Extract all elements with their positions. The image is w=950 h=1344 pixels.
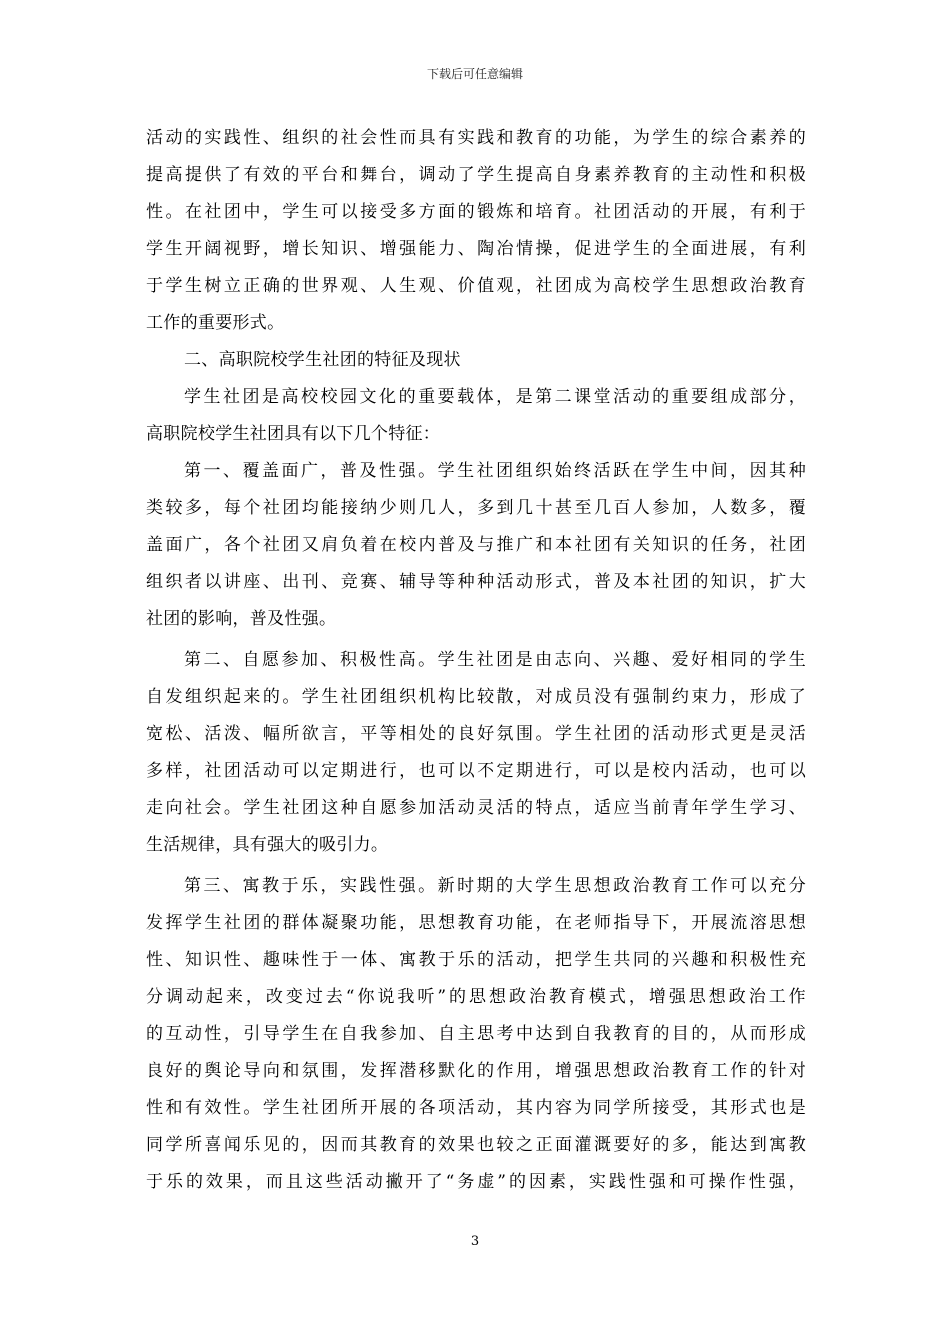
paragraph [146,453,806,638]
text-line: 第三、寓教于乐，实践性强。新时期的大学生思想政治教育工作可以充分 [184,876,806,896]
text-line: 同学所喜闻乐见的，因而其教育的效果也较之正面灌溉要好的多，能达到寓教 [146,1135,806,1155]
text-line: 第一、覆盖面广，普及性强。学生社团组织始终活跃在学生中间，因其种 [184,461,806,481]
text-line: 性。在社团中，学生可以接受多方面的锻炼和培育。社团活动的开展，有利于 [146,202,806,222]
text-line: 于学生树立正确的世界观、人生观、价值观，社团成为高校学生思想政治教育 [146,276,806,296]
text-line: 自发组织起来的。学生社团组织机构比较散，对成员没有强制约束力，形成了 [146,687,806,707]
text-line: 于乐的效果，而且这些活动撇开了“务虚”的因素，实践性强和可操作性强， [146,1172,806,1192]
text-line: 性、知识性、趣味性于一体、寓教于乐的活动，把学生共同的兴趣和积极性充 [146,950,806,970]
text-line: 走向社会。学生社团这种自愿参加活动灵活的特点，适应当前青年学生学习、 [146,798,806,818]
text-line: 高职院校学生社团具有以下几个特征： [146,424,441,444]
document-body [146,120,806,1201]
paragraph [146,868,806,1201]
text-line: 的互动性，引导学生在自我参加、自主思考中达到自我教育的目的，从而形成 [146,1024,806,1044]
paragraph [146,379,806,453]
text-line: 生活规律，具有强大的吸引力。 [146,835,389,855]
text-line: 宽松、活泼、幅所欲言，平等相处的良好氛围。学生社团的活动形式更是灵活 [146,724,806,744]
text-line: 分调动起来，改变过去“你说我听”的思想政治教育模式，增强思想政治工作 [146,987,806,1007]
paragraph [146,642,806,864]
heading-text: 二、高职院校学生社团的特征及现状 [184,350,461,370]
text-line: 第二、自愿参加、积极性高。学生社团是由志向、兴趣、爱好相同的学生 [184,650,806,670]
page-number: 3 [470,1234,480,1249]
text-line: 学生开阔视野，增长知识、增强能力、陶冶情操，促进学生的全面进展，有利 [146,239,806,259]
text-line: 提高提供了有效的平台和舞台，调动了学生提高自身素养教育的主动性和积极 [146,165,806,185]
text-line: 性和有效性。学生社团所开展的各项活动，其内容为同学所接受，其形式也是 [146,1098,806,1118]
text-line: 活动的实践性、组织的社会性而具有实践和教育的功能，为学生的综合素养的 [146,128,806,148]
text-line: 多样，社团活动可以定期进行，也可以不定期进行，可以是校内活动，也可以 [146,761,806,781]
section-heading [146,342,806,379]
text-line: 类较多，每个社团均能接纳少则几人，多到几十甚至几百人参加，人数多，覆 [146,498,806,518]
text-line: 良好的舆论导向和氛围，发挥潜移默化的作用，增强思想政治教育工作的针对 [146,1061,806,1081]
paragraph-continuation [146,120,806,342]
text-line: 组织者以讲座、出刊、竞赛、辅导等种种活动形式，普及本社团的知识，扩大 [146,572,806,592]
page-header: 下载后可任意编辑 [426,67,523,81]
text-line: 发挥学生社团的群体凝聚功能，思想教育功能，在老师指导下，开展流溶思想 [146,913,806,933]
text-line: 社团的影响，普及性强。 [146,609,337,629]
text-line: 工作的重要形式。 [146,313,285,333]
text-line: 盖面广，各个社团又肩负着在校内普及与推广和本社团有关知识的任务，社团 [146,535,806,555]
text-line: 学生社团是高校校园文化的重要载体，是第二课堂活动的重要组成部分， [184,387,806,407]
